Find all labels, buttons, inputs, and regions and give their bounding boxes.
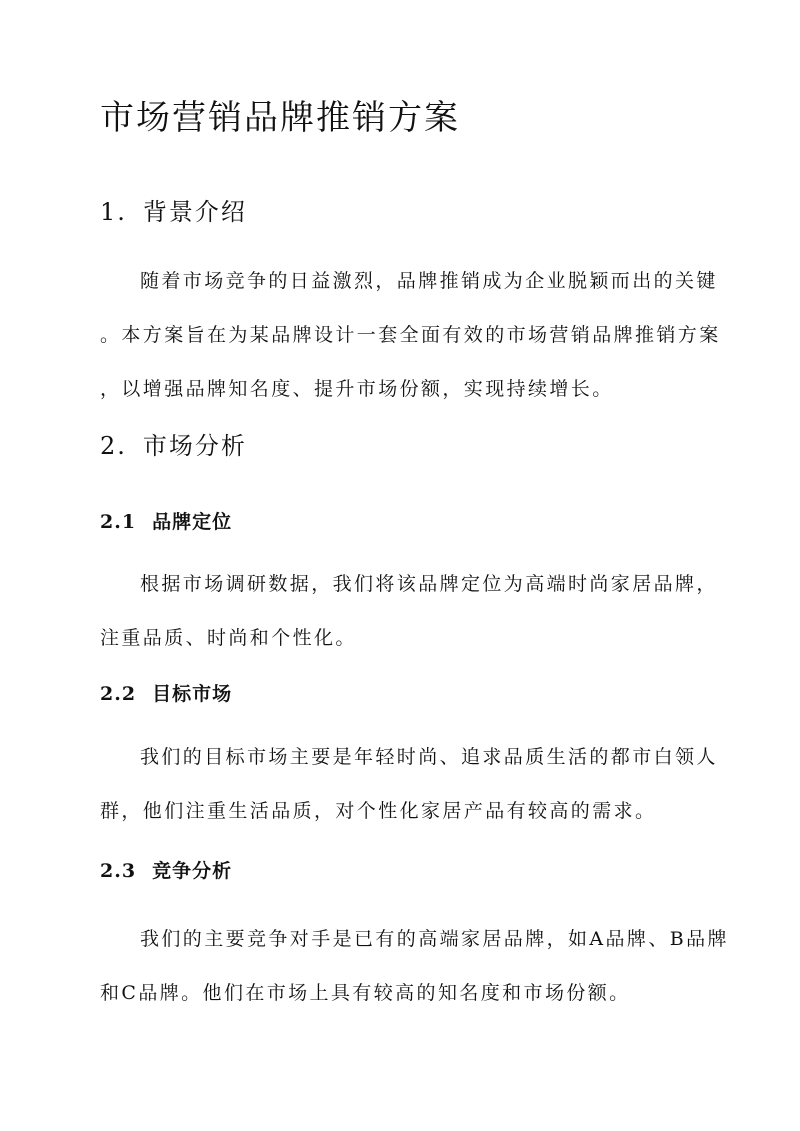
section-number: 2. bbox=[100, 432, 127, 460]
subsection-heading-competition bbox=[100, 857, 232, 885]
subsection-heading-brand-positioning bbox=[100, 508, 232, 536]
subsection-number: 2.2 bbox=[100, 683, 137, 705]
subsection-title: 目标市场 bbox=[152, 683, 233, 705]
subsection-title: 竞争分析 bbox=[152, 860, 233, 882]
paragraph-line: 群，他们注重生活品质，对个性化家居产品有较高的需求。 bbox=[100, 800, 657, 822]
paragraph-line: 。本方案旨在为某品牌设计一套全面有效的市场营销品牌推销方案 bbox=[100, 324, 721, 346]
paragraph-competition bbox=[100, 912, 729, 1020]
paragraph-line: 注重品质、时尚和个性化。 bbox=[100, 627, 357, 649]
paragraph-line: 和C品牌。他们在市场上具有较高的知名度和市场份额。 bbox=[100, 982, 631, 1004]
section-heading-background bbox=[100, 195, 247, 229]
subsection-number: 2.1 bbox=[100, 511, 137, 533]
paragraph-line: ，以增强品牌知名度、提升市场份额，实现持续增长。 bbox=[100, 378, 614, 400]
subsection-title: 品牌定位 bbox=[152, 511, 233, 533]
subsection-number: 2.3 bbox=[100, 860, 137, 882]
paragraph-line: 根据市场调研数据，我们将该品牌定位为高端时尚家居品牌， bbox=[140, 573, 718, 595]
paragraph-line: 我们的主要竞争对手是已有的高端家居品牌，如A品牌、B品牌 bbox=[140, 928, 729, 950]
paragraph-brand-positioning bbox=[100, 557, 718, 665]
section-number: 1. bbox=[100, 198, 127, 226]
paragraph-target-market bbox=[100, 730, 718, 838]
section-title: 背景介绍 bbox=[142, 198, 247, 226]
paragraph-background bbox=[100, 254, 721, 416]
subsection-heading-target-market bbox=[100, 680, 232, 708]
section-title: 市场分析 bbox=[142, 432, 247, 460]
paragraph-line: 我们的目标市场主要是年轻时尚、追求品质生活的都市白领人 bbox=[140, 746, 718, 768]
document-title: 市场营销品牌推销方案 bbox=[100, 98, 460, 138]
section-heading-market-analysis bbox=[100, 429, 247, 463]
paragraph-line: 随着市场竞争的日益激烈，品牌推销成为企业脱颖而出的关键 bbox=[140, 270, 718, 292]
